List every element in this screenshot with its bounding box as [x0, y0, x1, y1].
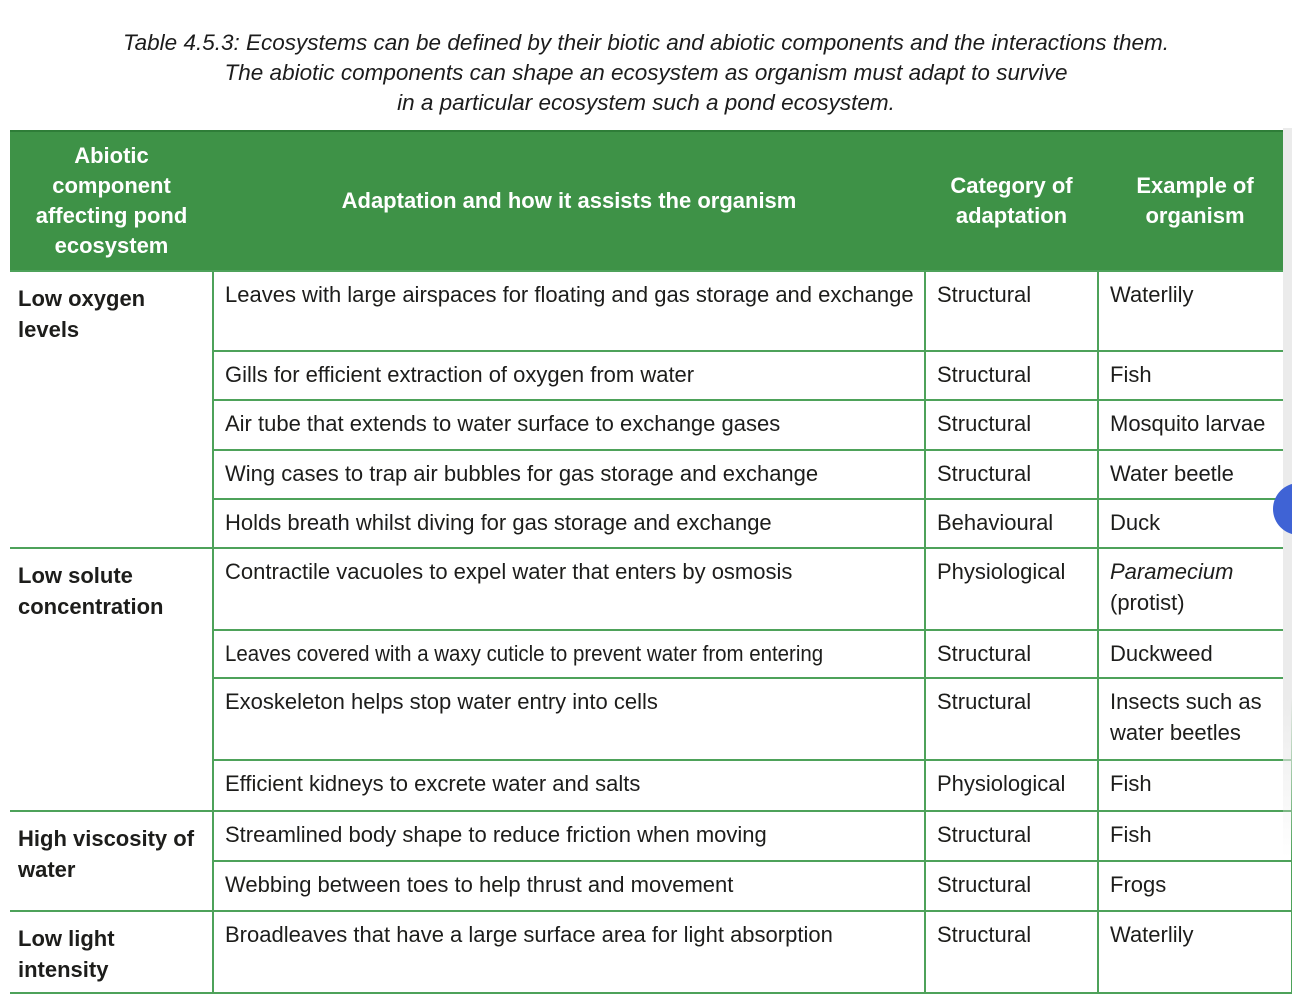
- adaptation-cell: Efficient kidneys to excrete water and salts: [213, 760, 925, 811]
- organism-cell: Duck: [1098, 499, 1292, 548]
- organism-note: (protist): [1110, 590, 1185, 615]
- adaptation-cell: [213, 630, 925, 678]
- adaptation-cell: Contractile vacuoles to expel water that enters by osmosis: [213, 548, 925, 630]
- adaptation-cell: Holds breath whilst diving for gas storage and exchange: [213, 499, 925, 548]
- caption-line-1: Table 4.5.3: Ecosystems can be defined by their biotic and abiotic components and the interactions them.: [122, 30, 1170, 55]
- organism-cell: Insects such as water beetles: [1098, 678, 1292, 760]
- category-cell: Structural: [925, 861, 1098, 911]
- organism-name-italic: Paramecium: [1110, 559, 1234, 584]
- adaptation-cell: Broadleaves that have a large surface area for light absorption: [213, 911, 925, 993]
- organism-cell: Fish: [1098, 811, 1292, 861]
- category-cell: Structural: [925, 630, 1098, 678]
- adaptation-cell: Air tube that extends to water surface to exchange gases: [213, 400, 925, 450]
- category-cell: Structural: [925, 450, 1098, 499]
- organism-cell: Frogs: [1098, 861, 1292, 911]
- header-row: [10, 131, 1292, 271]
- column-header-example: Example of organism: [1098, 131, 1292, 271]
- organism-cell: Duckweed: [1098, 630, 1292, 678]
- adaptation-cell: Leaves with large airspaces for floating and gas storage and exchange: [213, 271, 925, 351]
- category-cell: Structural: [925, 811, 1098, 861]
- column-header-component: Abiotic component affecting pond ecosystem: [10, 131, 213, 271]
- category-cell: Structural: [925, 271, 1098, 351]
- category-cell: Physiological: [925, 760, 1098, 811]
- organism-cell: Waterlily: [1098, 911, 1292, 993]
- organism-cell: Water beetle: [1098, 450, 1292, 499]
- organism-cell: Waterlily: [1098, 271, 1292, 351]
- caption-line-2: The abiotic components can shape an ecosystem as organism must adapt to survive: [224, 60, 1068, 85]
- organism-cell: Mosquito larvae: [1098, 400, 1292, 450]
- organism-cell: Fish: [1098, 760, 1292, 811]
- adaptation-text-condensed: Leaves covered with a waxy cuticle to prevent water from entering: [225, 641, 824, 666]
- category-cell: Structural: [925, 911, 1098, 993]
- table-row: [10, 271, 1292, 351]
- adaptation-cell: Webbing between toes to help thrust and movement: [213, 861, 925, 911]
- column-header-category: Category of adaptation: [925, 131, 1098, 271]
- adaptation-cell: Wing cases to trap air bubbles for gas storage and exchange: [213, 450, 925, 499]
- adaptation-cell: Streamlined body shape to reduce friction when moving: [213, 811, 925, 861]
- category-cell: Structural: [925, 351, 1098, 400]
- category-cell: Behavioural: [925, 499, 1098, 548]
- component-cell: High viscosity of water: [10, 811, 213, 911]
- organism-cell: Fish: [1098, 351, 1292, 400]
- category-cell: Structural: [925, 678, 1098, 760]
- table-row: [10, 548, 1292, 630]
- category-cell: Physiological: [925, 548, 1098, 630]
- table-caption: [0, 0, 1292, 118]
- component-cell: Low solute concentration: [10, 548, 213, 811]
- component-cell: Low oxygen levels: [10, 271, 213, 548]
- adaptation-table: [10, 130, 1292, 994]
- adaptation-cell: Gills for efficient extraction of oxygen from water: [213, 351, 925, 400]
- table-row: [10, 911, 1292, 993]
- adaptation-cell: Exoskeleton helps stop water entry into cells: [213, 678, 925, 760]
- table-row: [10, 811, 1292, 861]
- category-cell: Structural: [925, 400, 1098, 450]
- organism-cell: [1098, 548, 1292, 630]
- component-cell: Low light intensity: [10, 911, 213, 993]
- caption-line-3: in a particular ecosystem such a pond ecosystem.: [397, 90, 895, 115]
- column-header-adaptation: Adaptation and how it assists the organism: [213, 131, 925, 271]
